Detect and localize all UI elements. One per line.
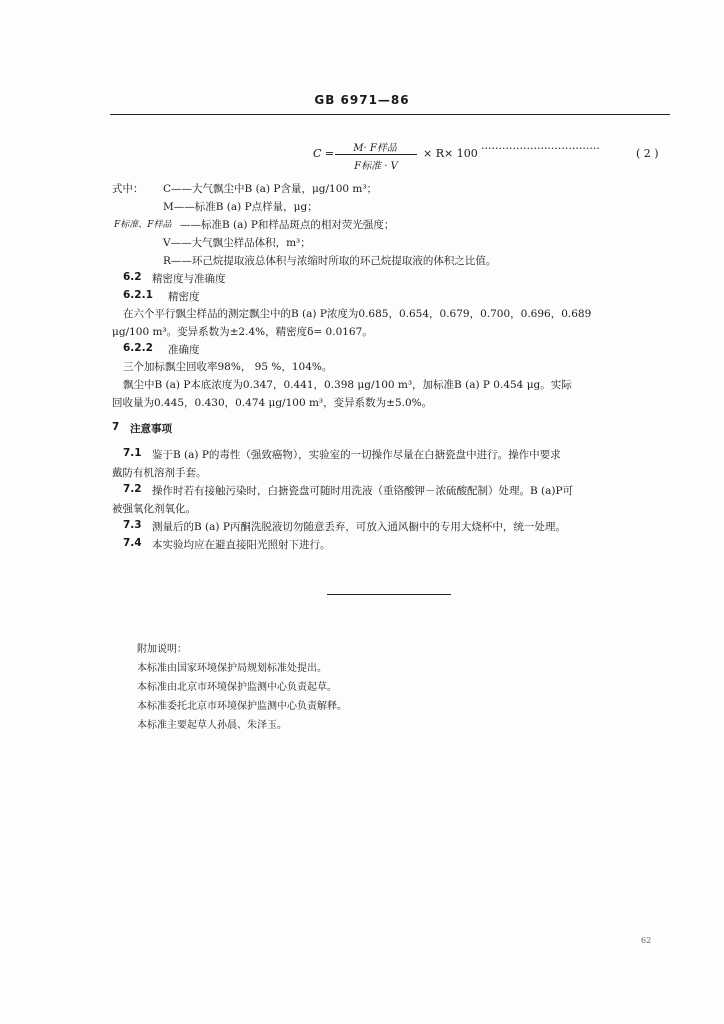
- item-7-2-number: 7.2: [123, 483, 142, 495]
- section-6-2-number: 6.2: [123, 271, 142, 283]
- section-6-2-2-heading: 准确度: [168, 344, 200, 356]
- formula-leader-dots: ··································: [481, 142, 600, 155]
- note-4: 本标准主要起草人孙晨、朱泽玉。: [137, 720, 287, 731]
- note-3: 本标准委托北京市环境保护监测中心负责解释。: [137, 701, 347, 712]
- precision-text-1: 在六个平行飘尘样品的测定飘尘中的B (a) P浓度为0.685，0.654，0.679，0.700，0.696，0.689: [123, 308, 592, 320]
- section-7-number: 7: [112, 421, 120, 433]
- precision-text-2: μg/100 m³。变异系数为±2.4%，精密度δ= 0.0167。: [112, 326, 373, 338]
- section-6-2-1-heading: 精密度: [168, 291, 200, 303]
- def-r: R——环己烷提取液总体积与浓缩时所取的环己烷提取液的体积之比值。: [163, 255, 497, 267]
- section-6-2-heading: 精密度与准确度: [152, 273, 226, 285]
- formula-denominator: F标准 · V: [354, 161, 398, 172]
- section-7-heading: 注意事项: [130, 423, 172, 435]
- def-f-label: F标准、F样品: [114, 220, 172, 230]
- def-m: M——标准B (a) P点样量，μg；: [163, 201, 318, 213]
- item-7-3-text: 测量后的B (a) P丙酮洗脱液切勿随意丢弃，可放入通风橱中的专用大烧杯中，统一处理。: [152, 521, 566, 533]
- def-f: ——标准B (a) P和样品斑点的相对荧光强度；: [180, 219, 395, 231]
- item-7-1-text-2: 戴防有机溶剂手套。: [112, 467, 207, 479]
- fraction-bar: [335, 154, 417, 155]
- item-7-1-number: 7.1: [123, 447, 142, 459]
- defs-intro: 式中：: [112, 183, 144, 195]
- note-2: 本标准由北京市环境保护监测中心负责起草。: [137, 682, 337, 693]
- notes-title: 附加说明：: [137, 644, 187, 655]
- formula-number: ( 2 ): [636, 147, 659, 160]
- item-7-2-text-2: 被强氧化剂氧化。: [112, 503, 196, 515]
- document-header: GB 6971—86: [314, 93, 410, 107]
- item-7-4-text: 本实验均应在避直接阳光照射下进行。: [152, 539, 331, 551]
- accuracy-text-2: 飘尘中B (a) P本底浓度为0.347，0.441，0.398 μg/100 m³，加标准B (a) P 0.454 μg。实际: [123, 379, 572, 391]
- def-v: V——大气飘尘样品体积，m³；: [163, 237, 311, 249]
- formula-rest: × R× 100: [423, 147, 478, 160]
- accuracy-text-3: 回收量为0.445，0.430，0.474 μg/100 m³，变异系数为±5.0%。: [112, 397, 433, 409]
- item-7-2-text-1: 操作时若有接触污染时，白搪瓷盘可随时用洗液（重铬酸钾－浓硫酸配制）处理。B (a)P可: [152, 485, 574, 497]
- item-7-4-number: 7.4: [123, 537, 142, 549]
- item-7-3-number: 7.3: [123, 519, 142, 531]
- page-number: 62: [641, 936, 652, 945]
- item-7-1-text-1: 鉴于B (a) P的毒性（强致癌物），实验室的一切操作尽量在白搪瓷盘中进行。操作中要求: [152, 449, 561, 461]
- section-6-2-1-number: 6.2.1: [123, 289, 153, 301]
- header-rule: [110, 114, 670, 115]
- note-1: 本标准由国家环境保护局规划标准处提出。: [137, 663, 327, 674]
- end-rule: [327, 594, 451, 595]
- formula-lhs: C =: [313, 147, 335, 160]
- formula-numerator: M· F样品: [353, 143, 397, 154]
- accuracy-text-1: 三个加标飘尘回收率98%， 95 %，104%。: [123, 361, 333, 373]
- section-6-2-2-number: 6.2.2: [123, 342, 153, 354]
- def-c: C——大气飘尘中B (a) P含量，μg/100 m³；: [163, 183, 378, 195]
